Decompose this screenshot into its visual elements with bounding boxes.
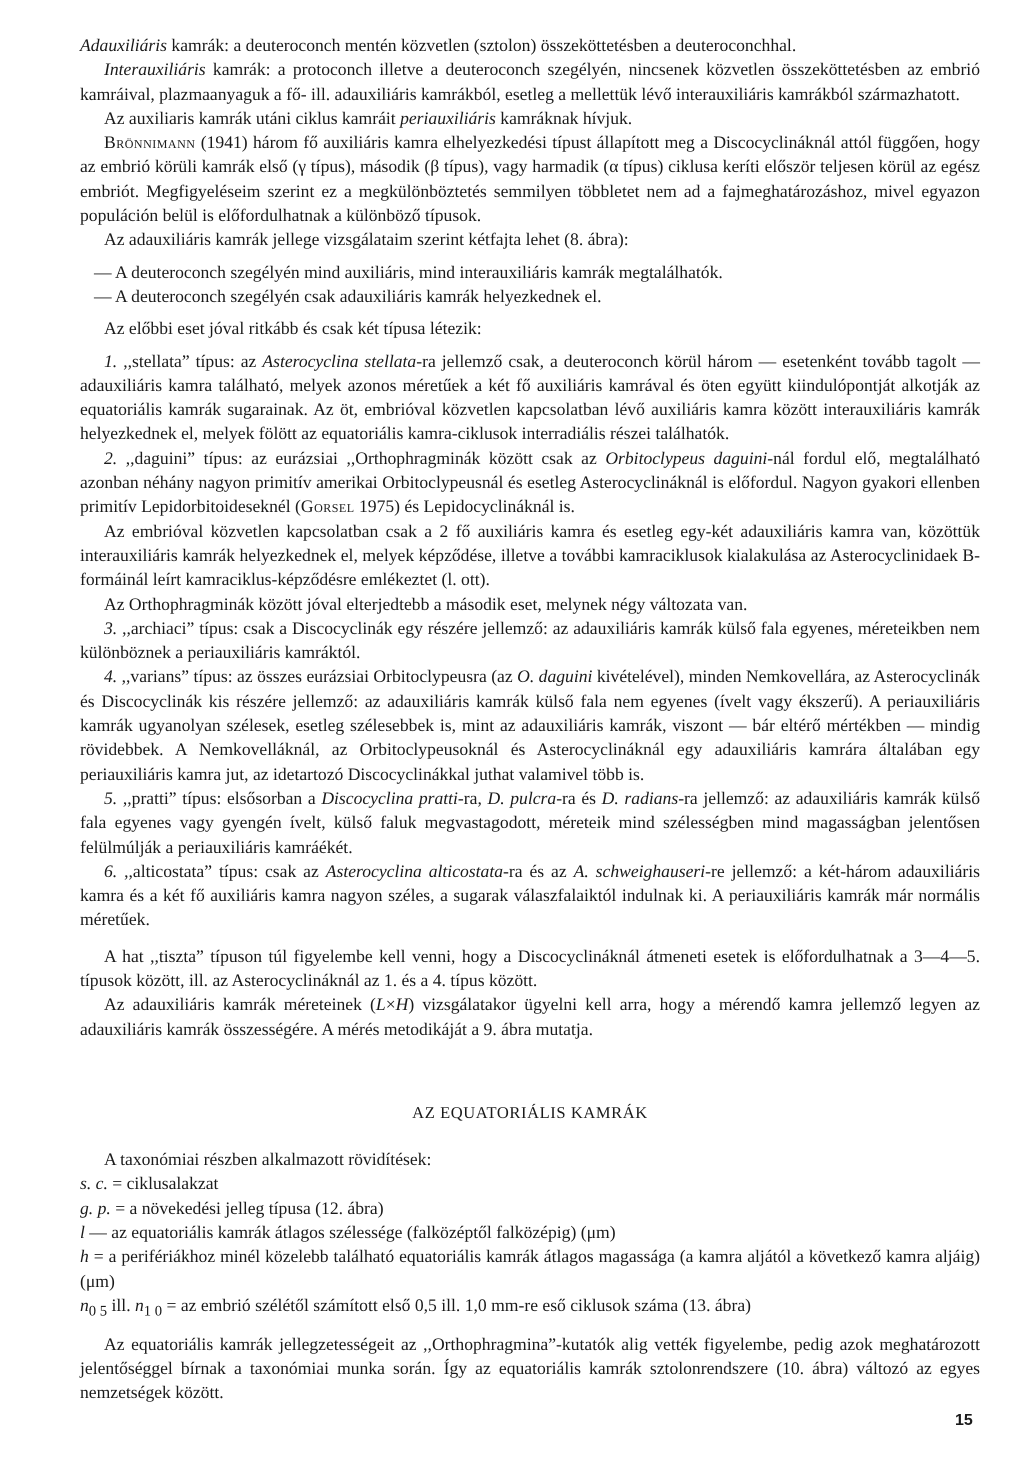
paragraph-second-case-intro: Az Orthophragminák között jóval elterjedtebb a második eset, melynek négy változata van.	[104, 593, 748, 614]
paragraph-type-archiaci: 3. ,,archiaci” típus: csak a Discocyclinák egy részére jellemző: az adauxiliáris kamrák külső fala egyenes, méreteikben nem különböznek a periauxiliáris kamráktól.	[80, 617, 980, 663]
section-heading: AZ EQUATORIÁLIS KAMRÁK	[412, 1102, 648, 1122]
paragraph-measurement: Az adauxiliáris kamrák méreteinek (L×H) vizsgálatakor ügyelni kell arra, hogy a mérendő kamra jellemző legyen az adauxiliáris kamrák összességére. A mérés metodikáját a 9. ábra mutatja.	[80, 994, 980, 1039]
paragraph-type-pratti: 5. ,,pratti” típus: elsősorban a Discocyclina pratti-ra, D. pulcra-ra és D. radians-ra jellemző: az adauxiliáris kamrák külső fala egyenes vagy gyengén ívelt, külső faluk megvastagodott, méreteik mind szélességben mind magasságban jelentősen felülmúlják a periauxiliáris kamráékét.	[80, 787, 980, 857]
paragraph-embryo-contact: Az embrióval közvetlen kapcsolatban csak a 2 fő auxiliáris kamra és esetleg egy-két adauxiliáris kamra van, közöttük interauxiliáris kamrák helyezkednek el, melyek képződése, illetve a további kamraciklusok kialakulása az Asterocyclinidaek B-formáinál leírt kamraciklus-képződésre emlékeztet (l. ott).	[80, 520, 980, 590]
paragraph-type-stellata: 1. ,,stellata” típus: az Asterocyclina stellata-ra jellemző csak, a deuteroconch körül három — esetenként tovább tagolt — adauxiliáris kamra található, melyek azonos méretűek a két fő auxiliáris kamrával és öten együtt kiindulópontját alkotják az equatoriális kamrák sugarainak. Az öt, embrióval közvetlen kapcsolatban lévő auxiliáris kamra között interauxiliáris kamrák helyezkednek el, melyek fölött az equatoriális kamra-ciklusok interradiális részei találhatók.	[80, 350, 980, 444]
paragraph-bronnimann: Brönnimann (1941) három fő auxiliáris kamra elhelyezkedési típust állapított meg a Discocyclináknál attól függően, hogy az embrió körüli kamrák első (γ típus), második (β típus), vagy harmadik (α típus) ciklusa keríti először teljesen körül az egész embriót. Megfigyeléseim szerint ez a megkülönböztetés semmilyen többletet nem ad a fajmeghatározáshoz, mivel egyazon populáción belül is előfordulhatnak a különböző típusok.	[80, 132, 980, 226]
body-text	[80, 33, 980, 1405]
abbreviation-sc: s. c. = ciklusalakzat	[80, 1173, 219, 1194]
paragraph-equatorial-chambers: Az equatoriális kamrák jellegzetességeit az ,,Orthophragmina”-kutatók alig vették figyelembe, pedig azok meghatározott jelentőséggel bírnak a taxonómiai munka során. Így az equatoriális kamrák sztolonrendszere (10. ábra) változó az egyes nemzetségek között.	[80, 1333, 980, 1403]
list-item-case-two: — A deuteroconch szegélyén csak adauxiliáris kamrák helyezkednek el.	[94, 285, 602, 306]
paragraph-interauxiliaris: Interauxiliáris kamrák: a protoconch illetve a deuteroconch szegélyén, nincsenek közvetlen összeköttetésben az embrió kamráival, plazmaanyaguk a fő- ill. adauxiliáris kamrákból, esetleg a mellettük lévő interauxiliáris kamrákból származhatott.	[80, 59, 980, 104]
page-number: 15	[955, 1412, 973, 1429]
abbreviation-n: $n_{0 5}$ ill. $n_{1 0}$ = az embrió szélétől számított első 0,5 ill. 1,0 mm-re eső ciklusok száma (13. ábra)	[80, 1294, 752, 1320]
abbreviation-h: h = a perifériákhoz minél közelebb található equatoriális kamrák átlagos magassága (a kamra aljától a következő kamra aljáig) (μm)	[80, 1246, 980, 1291]
abbreviation-l: l — az equatoriális kamrák átlagos szélessége (falközéptől falközépig) (μm)	[80, 1222, 616, 1243]
list-item-case-one: — A deuteroconch szegélyén mind auxiliáris, mind interauxiliáris kamrák megtalálhatók.	[94, 261, 723, 282]
paragraph-type-daguini: 2. ,,daguini” típus: az eurázsiai ,,Orthophragminák között csak az Orbitoclypeus daguini-nál fordul elő, megtalálható azonban néhány nagyon primitív amerikai Orbitoclypeusnál és esetleg Asterocyclináknál is előfordul. Nagyon gyakori ellenben primitív Lepidorbitoideseknél (Gorsel 1975) és Lepidocyclináknál is.	[80, 447, 980, 517]
paragraph-type-varians: 4. ,,varians” típus: az összes eurázsiai Orbitoclypeusra (az O. daguini kivételével), minden Nemkovellára, az Asterocyclinák és Discocyclinák kis részére jellemző: az adauxiliáris kamrák külső fala nem egyenes (ívelt vagy ékszerű). A periauxiliáris kamrák ugyanolyan szélesek, esetleg szélesebbek is, mint az adauxiliáris kamrák, viszont — bár eltérő mértékben — mindig rövidebbek. A Nemkovelláknál, az Orbitoclypeusoknál és Asterocyclináknál egy adauxiliáris kamrára általában egy periauxiliáris kamra jut, az idetartozó Discocyclinákkal juthat valamivel több is.	[80, 666, 980, 784]
paragraph-type-alticostata: 6. ,,alticostata” típus: csak az Asterocyclina alticostata-ra és az A. schweighauseri-re jellemző: a két-három adauxiliáris kamra és a két fő auxiliáris kamra nagyon széles, a sugarak válaszfalaiktól indulnak ki. A periauxiliáris kamrák már normális méretűek.	[80, 860, 981, 930]
paragraph-first-case-intro: Az előbbi eset jóval ritkább és csak két típusa létezik:	[104, 318, 482, 339]
paragraph-periauxiliaris: Az auxiliaris kamrák utáni ciklus kamráit periauxiliáris kamráknak hívjuk.	[104, 107, 633, 128]
paragraph-transitional-types: A hat ,,tiszta” típuson túl figyelembe kell venni, hogy a Discocyclináknál átmeneti esetek is előfordulhatnak a 3—4—5. típusok között, ill. az Asterocyclináknál az 1. és a 4. típus között.	[80, 945, 980, 990]
abbreviation-gp: g. p. = a növekedési jelleg típusa (12. ábra)	[80, 1197, 384, 1218]
paragraph-adauxiliaris: Adauxiliáris kamrák: a deuteroconch mentén közvetlen (sztolon) összeköttetésben a deuteroconchhal.	[80, 35, 797, 55]
abbreviations-intro: A taxonómiai részben alkalmazott rövidítések:	[104, 1149, 432, 1170]
paragraph-adauxiliaris-types-intro: Az adauxiliáris kamrák jellege vizsgálataim szerint kétfajta lehet (8. ábra):	[104, 229, 629, 250]
